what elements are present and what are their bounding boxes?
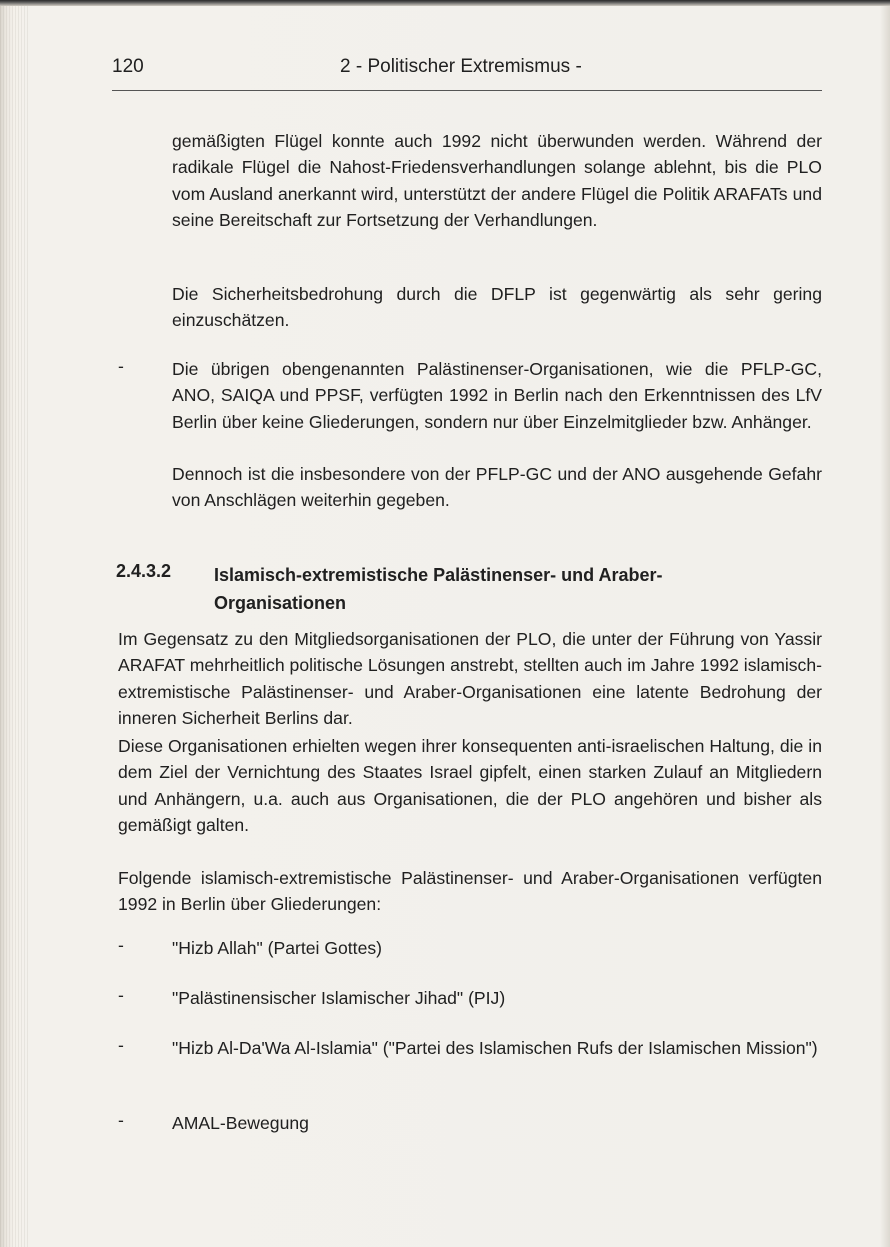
paragraph-other-organisations: Die übrigen obengenannten Palästinenser-Organisationen, wie die PFLP-GC, ANO, SAIQA und PPSF, verfügten 1992 in Berlin nach den Erkenntnissen des LfV Berlin über keine Gliederungen, sondern nur über Einzelmitglieder bzw. Anhänger. xyxy=(172,359,822,432)
paragraph-membership-growth: Diese Organisationen erhielten wegen ihrer konsequenten anti-israelischen Haltung, die in dem Ziel der Vernichtung des Staates Israel gipfelt, einen starken Zulauf an Mitgliedern und Anhängern, u.a. auch aus Organisationen, die der PLO angehören und bisher als gemäßigt galten. xyxy=(118,736,822,835)
section-title: Islamisch-extremistische Palästinenser- und Araber-Organisationen xyxy=(214,565,663,613)
list-dash: - xyxy=(118,935,124,955)
page-number: 120 xyxy=(112,56,144,77)
paragraph-list-intro: Folgende islamisch-extremistische Palästinenser- und Araber-Organisationen verfügten 1992 in Berlin über Gliederungen: xyxy=(118,868,822,915)
list-item-hizb-allah: "Hizb Allah" (Partei Gottes) xyxy=(172,938,383,958)
section-number: 2.4.3.2 xyxy=(116,561,172,581)
page-header xyxy=(112,56,822,91)
page-stack-edge xyxy=(0,0,30,1247)
paragraph-dflp-threat: Die Sicherheitsbedrohung durch die DFLP ist gegenwärtig als sehr gering einzuschätzen. xyxy=(172,284,822,331)
list-dash: - xyxy=(118,985,124,1005)
paragraph-islamist-threat: Im Gegensatz zu den Mitgliedsorganisationen der PLO, die unter der Führung von Yassir ARAFAT mehrheitlich politische Lösungen anstrebt, stellten auch im Jahre 1992 islamisch-extremistische Palästinenser- und Araber-Organisationen eine latente Bedrohung der inneren Sicherheit Berlins dar. xyxy=(118,629,822,728)
list-item-hizb-al-dawa: "Hizb Al-Da'Wa Al-Islamia" ("Partei des Islamischen Rufs der Islamischen Mission") xyxy=(172,1038,818,1058)
list-dash: - xyxy=(118,356,124,376)
running-chapter-title: 2 - Politischer Extremismus - xyxy=(340,56,582,77)
paragraph-attack-risk: Dennoch ist die insbesondere von der PFLP-GC und der ANO ausgehende Gefahr von Anschlägen weiterhin gegeben. xyxy=(172,464,822,511)
list-dash: - xyxy=(118,1035,124,1055)
list-dash: - xyxy=(118,1110,124,1130)
list-item-pij: "Palästinensischer Islamischer Jihad" (PIJ) xyxy=(172,988,506,1008)
list-item-amal: AMAL-Bewegung xyxy=(172,1113,309,1133)
scan-top-edge xyxy=(0,0,890,6)
paragraph-dflp-wings: gemäßigten Flügel konnte auch 1992 nicht überwunden werden. Während der radikale Flügel die Nahost-Friedensverhandlungen solange ablehnt, bis die PLO vom Ausland anerkannt wird, unterstützt der andere Flügel die Politik ARAFATs und seine Bereitschaft zur Fortsetzung der Verhandlungen. xyxy=(172,131,822,230)
